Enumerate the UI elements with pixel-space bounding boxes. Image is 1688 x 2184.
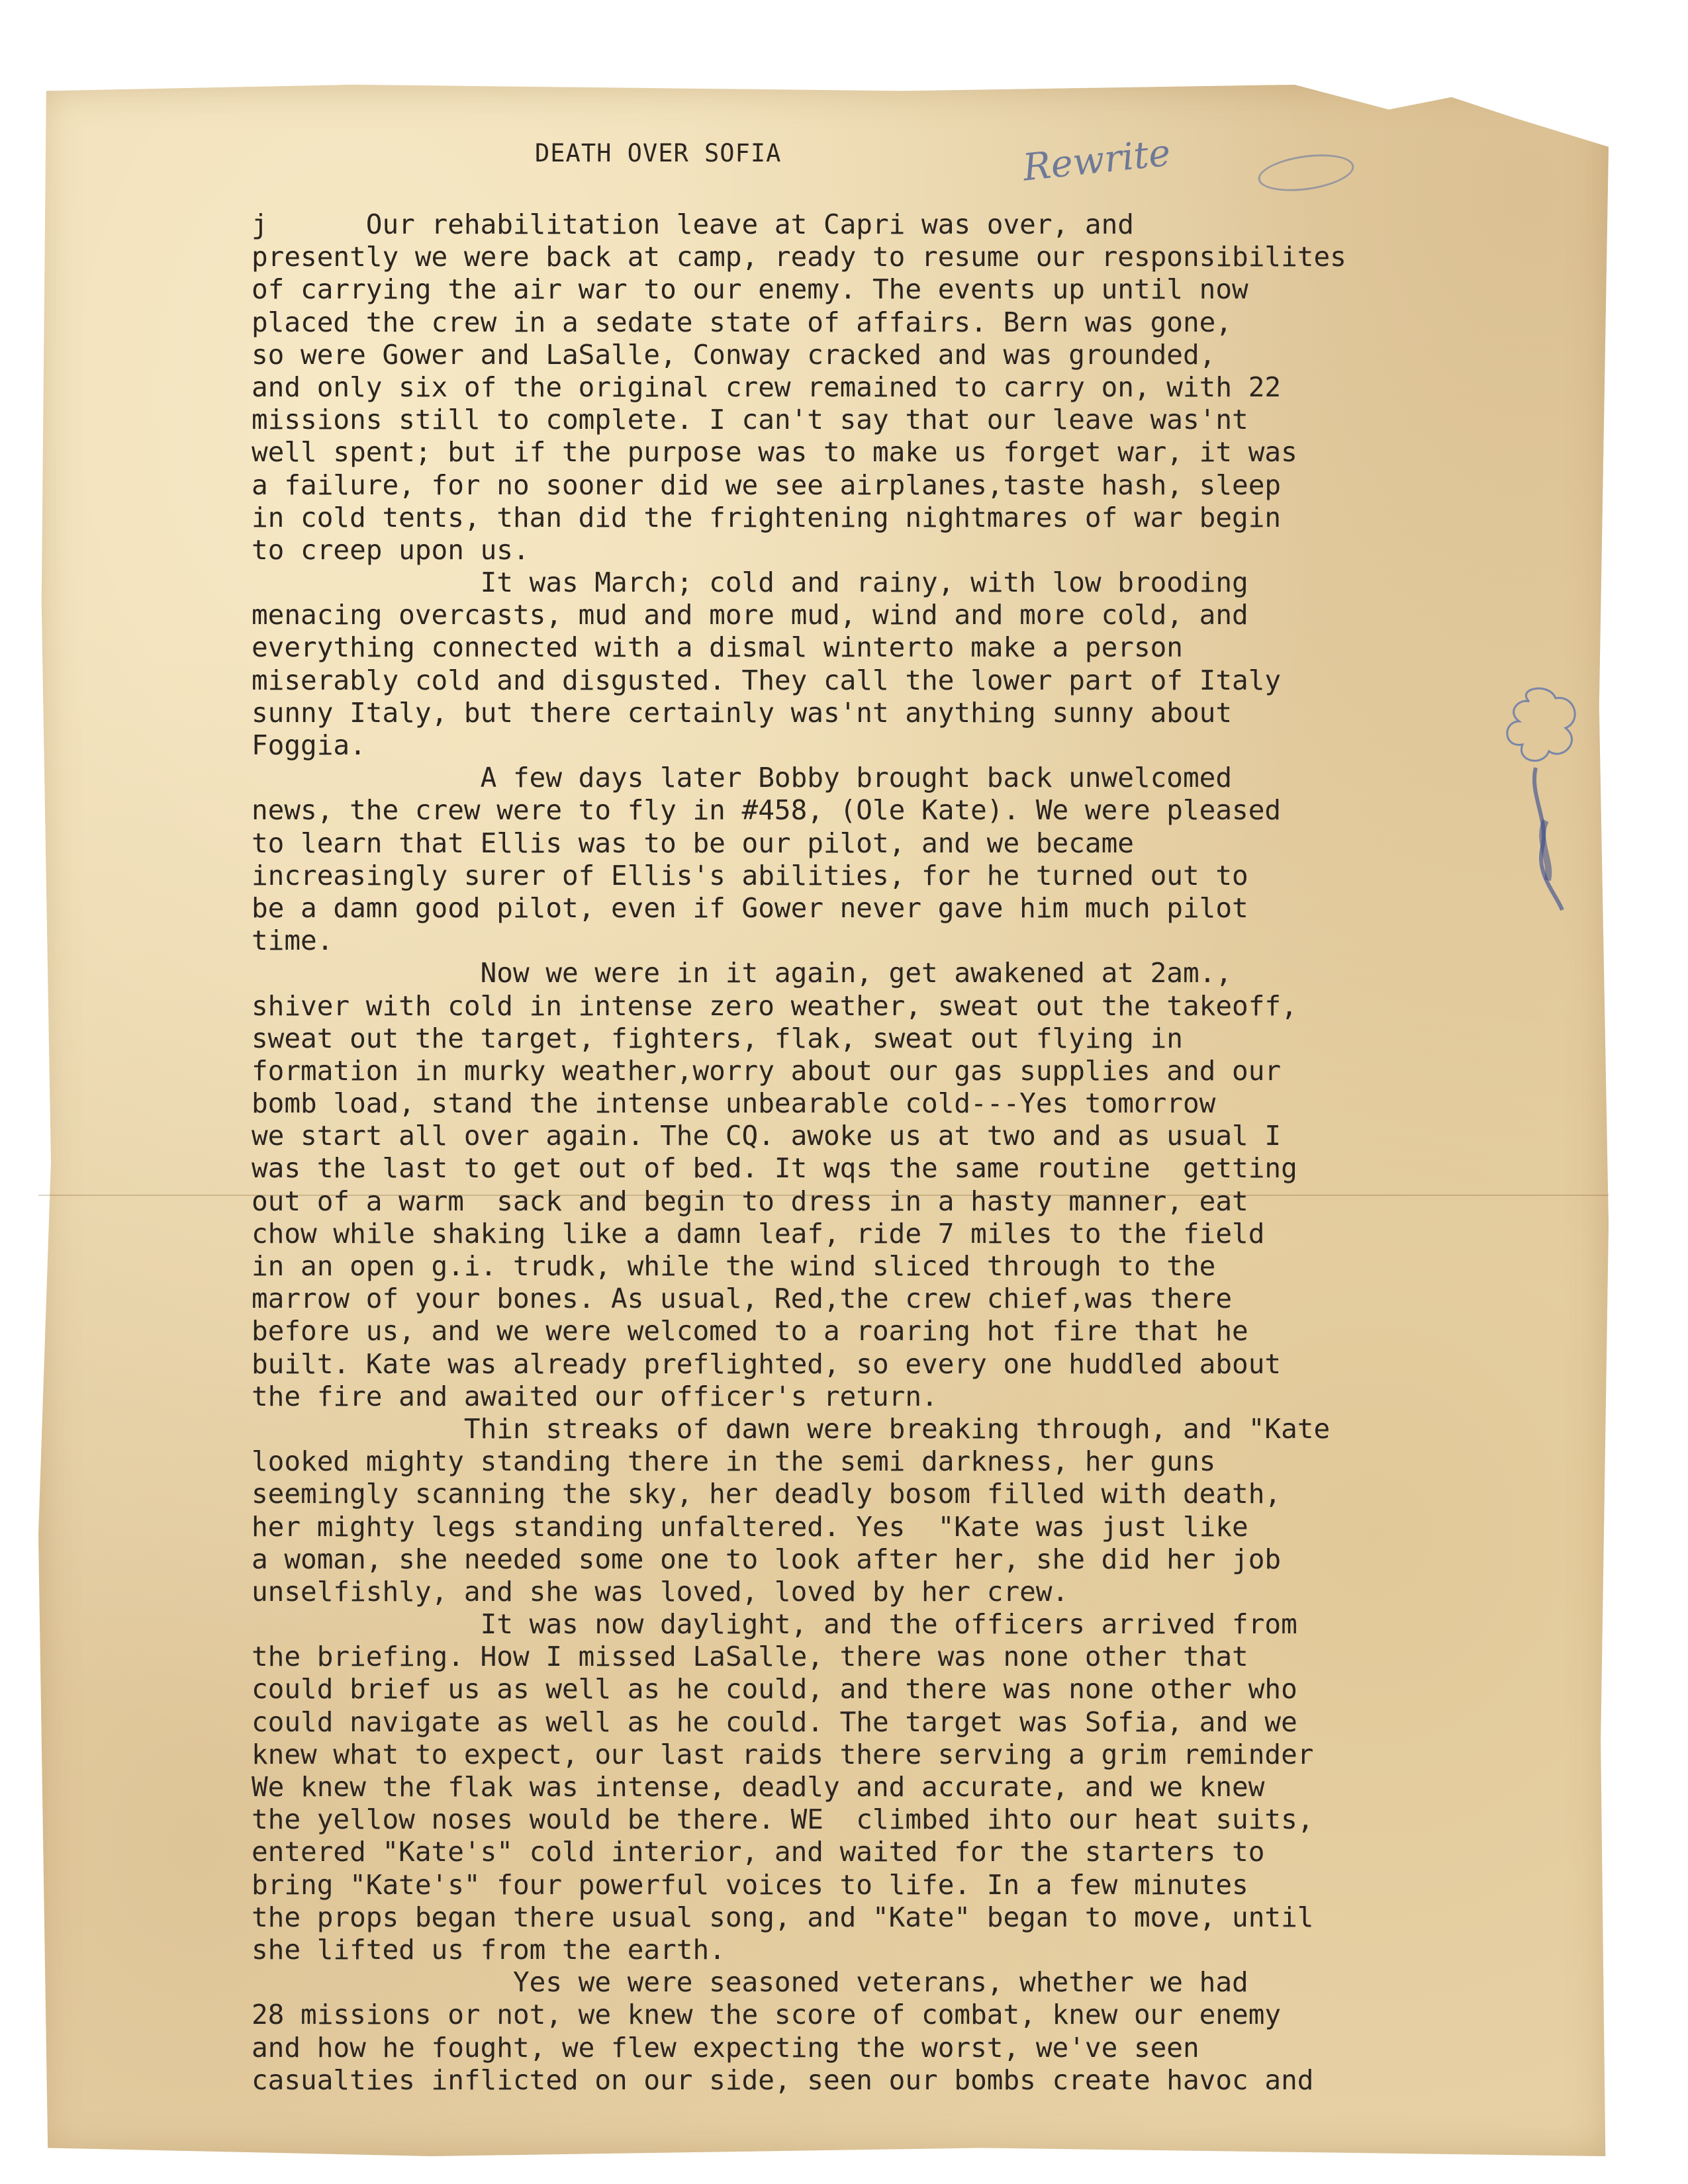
text-line: Now we were in it again, get awakened at 2am.,	[252, 957, 1233, 989]
text-line: j Our rehabilitation leave at Capri was over, and	[252, 208, 1134, 240]
text-line: in an open g.i. trudk, while the wind sliced through to the	[252, 1250, 1216, 1282]
text-line: the props began there usual song, and "Kate" began to move, until	[252, 1901, 1314, 1933]
text-line: chow while shaking like a damn leaf, ride 7 miles to the field	[252, 1217, 1265, 1250]
text-line: she lifted us from the earth.	[252, 1933, 726, 1966]
text-line: Foggia.	[252, 729, 366, 761]
text-line: presently we were back at camp, ready to resume our responsibilites	[252, 241, 1346, 273]
text-line: before us, and we were welcomed to a roaring hot fire that he	[252, 1315, 1248, 1347]
text-line: knew what to expect, our last raids there serving a grim reminder	[252, 1738, 1314, 1770]
text-line: a woman, she needed some one to look after her, she did her job	[252, 1543, 1282, 1575]
text-line: bring "Kate's" four powerful voices to life. In a few minutes	[252, 1868, 1248, 1901]
text-line: could navigate as well as he could. The target was Sofia, and we	[252, 1706, 1297, 1738]
text-line: sweat out the target, fighters, flak, sweat out flying in	[252, 1022, 1183, 1054]
text-line: casualties inflicted on our side, seen our bombs create havoc and	[252, 2064, 1314, 2096]
text-line: to creep upon us.	[252, 533, 530, 566]
text-line: was the last to get out of bed. It wqs the same routine getting	[252, 1152, 1297, 1185]
document-title: DEATH OVER SOFIA	[535, 139, 782, 167]
text-line: and only six of the original crew remained to carry on, with 22	[252, 371, 1282, 403]
text-line: bomb load, stand the intense unbearable cold---Yes tomorrow	[252, 1087, 1216, 1120]
text-line: built. Kate was already preflighted, so every one huddled about	[252, 1347, 1282, 1380]
text-line: in cold tents, than did the frightening nightmares of war begin	[252, 501, 1282, 533]
text-line: her mighty legs standing unfaltered. Yes "Kate was just like	[252, 1510, 1248, 1543]
text-line: sunny Italy, but there certainly was'nt anything sunny about	[252, 696, 1233, 729]
text-line: news, the crew were to fly in #458, (Ole Kate). We were pleased	[252, 794, 1282, 827]
text-line: of carrying the air war to our enemy. The events up until now	[252, 273, 1248, 306]
text-line: We knew the flak was intense, deadly and accurate, and we knew	[252, 1771, 1265, 1803]
text-line: looked mighty standing there in the semi darkness, her guns	[252, 1445, 1216, 1478]
text-line: Thin streaks of dawn were breaking through, and "Kate	[252, 1412, 1331, 1445]
handwritten-margin-note: Rewrite	[1021, 131, 1173, 190]
text-line: 28 missions or not, we knew the score of combat, knew our enemy	[252, 1999, 1282, 2031]
text-line: entered "Kate's" cold interior, and waited for the starters to	[252, 1836, 1265, 1868]
text-line: be a damn good pilot, even if Gower never gave him much pilot	[252, 891, 1248, 924]
text-line: placed the crew in a sedate state of affairs. Bern was gone,	[252, 306, 1233, 338]
text-line: to learn that Ellis was to be our pilot, and we became	[252, 827, 1134, 859]
document-body	[252, 208, 1556, 2097]
text-line: so were Gower and LaSalle, Conway cracked and was grounded,	[252, 338, 1216, 371]
text-line: It was March; cold and rainy, with low brooding	[252, 567, 1248, 599]
text-line: we start all over again. The CQ. awoke us at two and as usual I	[252, 1120, 1282, 1152]
margin-doodle-icon	[1489, 682, 1595, 920]
text-line: A few days later Bobby brought back unwelcomed	[252, 762, 1233, 794]
text-line: a failure, for no sooner did we see airplanes,taste hash, sleep	[252, 469, 1282, 501]
text-line: marrow of your bones. As usual, Red,the crew chief,was there	[252, 1283, 1233, 1315]
text-line: shiver with cold in intense zero weather, sweat out the takeoff,	[252, 989, 1297, 1022]
text-line: miserably cold and disgusted. They call the lower part of Italy	[252, 664, 1282, 696]
text-line: and how he fought, we flew expecting the worst, we've seen	[252, 2031, 1199, 2064]
text-line: everything connected with a dismal winterto make a person	[252, 631, 1183, 664]
text-line: unselfishly, and she was loved, loved by her crew.	[252, 1575, 1069, 1608]
text-line: formation in murky weather,worry about our gas supplies and our	[252, 1054, 1282, 1087]
text-line: the fire and awaited our officer's return.	[252, 1380, 938, 1412]
text-line: seemingly scanning the sky, her deadly bosom filled with death,	[252, 1478, 1282, 1510]
text-line: the briefing. How I missed LaSalle, there was none other that	[252, 1641, 1248, 1673]
text-line: increasingly surer of Ellis's abilities, for he turned out to	[252, 859, 1248, 891]
text-line: menacing overcasts, mud and more mud, wind and more cold, and	[252, 599, 1248, 631]
text-line: the yellow noses would be there. WE climbed ihto our heat suits,	[252, 1803, 1314, 1836]
text-line: time.	[252, 925, 334, 957]
text-line: Yes we were seasoned veterans, whether we had	[252, 1966, 1248, 1999]
text-line: out of a warm sack and begin to dress in a hasty manner, eat	[252, 1185, 1248, 1217]
text-line: well spent; but if the purpose was to make us forget war, it was	[252, 436, 1297, 469]
text-line: missions still to complete. I can't say that our leave was'nt	[252, 404, 1248, 436]
text-line: It was now daylight, and the officers arrived from	[252, 1608, 1297, 1641]
text-line: could brief us as well as he could, and there was none other who	[252, 1673, 1297, 1706]
